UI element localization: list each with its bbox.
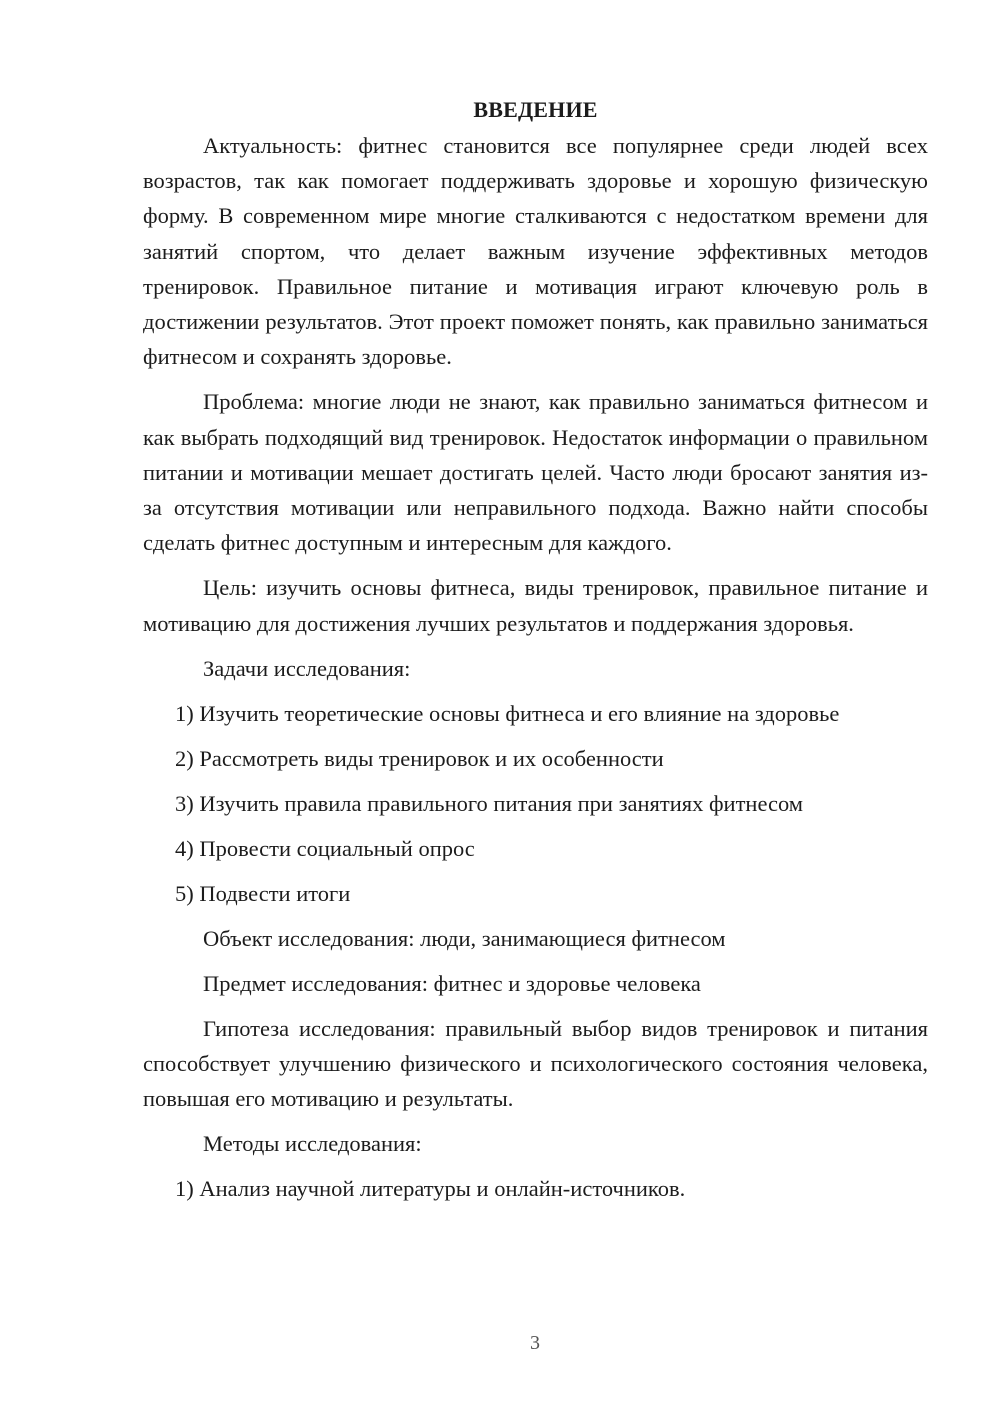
research-subject: Предмет исследования: фитнес и здоровье человека	[203, 970, 701, 996]
task-item-5: 5) Подвести итоги	[175, 880, 351, 906]
tasks-heading: Задачи исследования:	[203, 655, 411, 681]
goal-paragraph: Цель: изучить основы фитнеса, виды тренировок, правильное питание и мотивацию для достижения лучших результатов и поддержания здоровья.	[143, 575, 928, 636]
section-title: ВВЕДЕНИЕ	[473, 97, 598, 122]
relevance-paragraph: Актуальность: фитнес становится все популярнее среди людей всех возрастов, так как помогает поддерживать здоровье и хорошую физическую форму. В современном мире многие сталкиваются с недостатком времени для занятий спортом, что делает важным изучение эффективных методов тренировок. Правильное питание и мотивация играют ключевую роль в достижении результатов. Этот проект поможет понять, как правильно заниматься фитнесом и сохранять здоровье.	[143, 133, 928, 370]
task-item-2: 2) Рассмотреть виды тренировок и их особенности	[175, 745, 664, 771]
task-item-1: 1) Изучить теоретические основы фитнеса и его влияние на здоровье	[175, 700, 840, 726]
document-page	[143, 92, 928, 1206]
task-item-3: 3) Изучить правила правильного питания при занятиях фитнесом	[175, 790, 804, 816]
hypothesis-paragraph: Гипотеза исследования: правильный выбор видов тренировок и питания способствует улучшению физического и психологического состояния человека, повышая его мотивацию и результаты.	[143, 1015, 928, 1112]
problem-paragraph: Проблема: многие люди не знают, как правильно заниматься фитнесом и как выбрать подходящий вид тренировок. Недостаток информации о правильном питании и мотивации мешает достигать целей. Часто люди бросают занятия из-за отсутствия мотивации или неправильного подхода. Важно найти способы сделать фитнес доступным и интересным для каждого.	[143, 389, 928, 556]
task-item-4: 4) Провести социальный опрос	[175, 835, 475, 861]
research-object: Объект исследования: люди, занимающиеся фитнесом	[203, 925, 726, 951]
method-item-1: 1) Анализ научной литературы и онлайн-источников.	[175, 1176, 686, 1202]
methods-heading: Методы исследования:	[203, 1131, 422, 1157]
page-number: 3	[530, 1332, 540, 1354]
